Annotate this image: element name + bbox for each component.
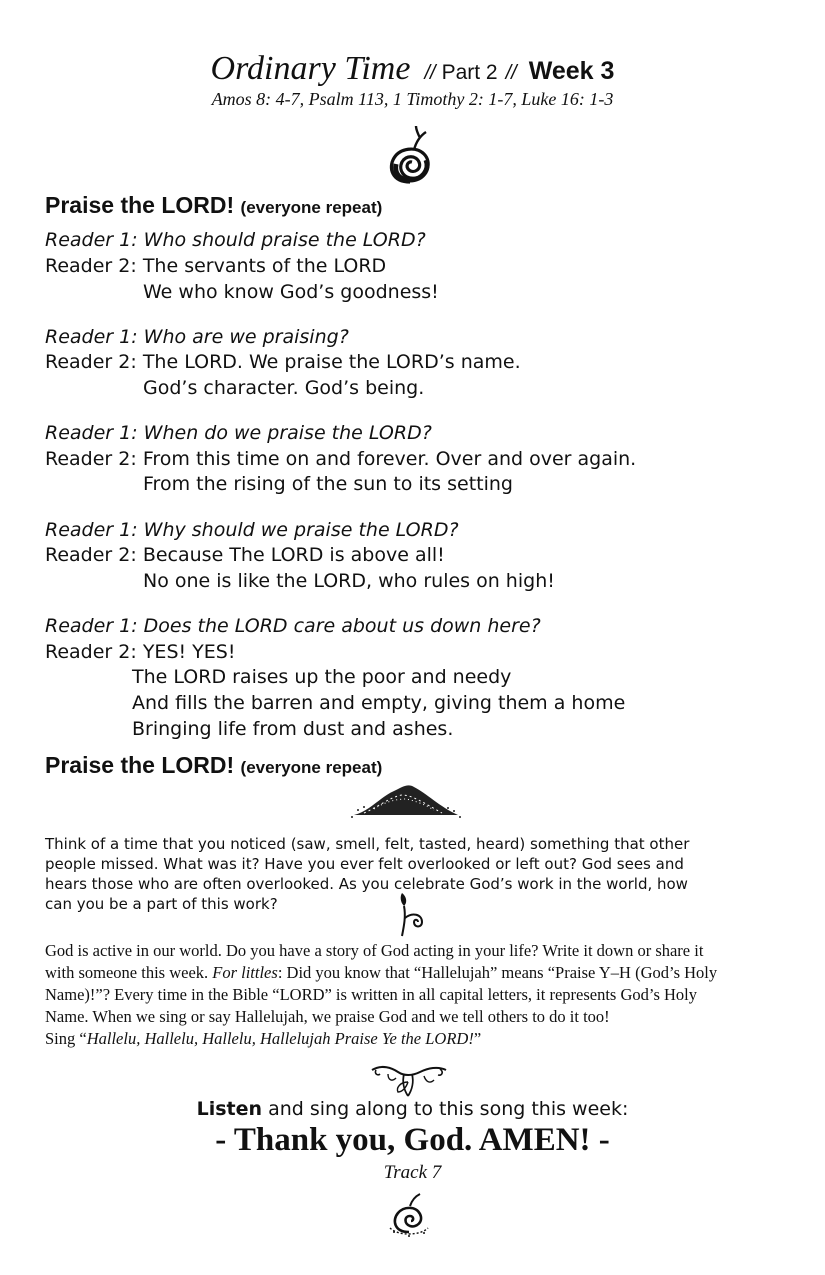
reader2-line: Reader 2: YES! YES! — [45, 641, 236, 663]
scripture-readings: Amos 8: 4-7, Psalm 113, 1 Timothy 2: 1-7, Luke 16: 1-3 — [211, 89, 614, 109]
dust-pile-icon — [350, 777, 462, 819]
praise-heading: Praise the LORD! (everyone repeat) — [45, 752, 383, 778]
spiral-seed-icon — [384, 1188, 434, 1238]
reader2-line: Reader 2: The LORD. We praise the LORD’s name. — [45, 351, 521, 373]
reader1-line: Reader 1: Why should we praise the LORD? — [45, 519, 459, 541]
praise-heading: Praise the LORD! (everyone repeat) — [45, 192, 383, 218]
continuation-line: And fills the barren and empty, giving them a home — [132, 692, 626, 714]
reflection-paragraph: Think of a time that you noticed (saw, smell, felt, tasted, heard) something that other people missed. What was it? Have you ever felt overlooked or left out? God sees and hears those who are often overlooked. As you celebrate God’s work in the world, how can you be a part of this work? — [45, 835, 690, 913]
continuation-line: Bringing life from dust and ashes. — [132, 718, 454, 740]
track-label: Track 7 — [383, 1162, 442, 1183]
reader2-line: Reader 2: From this time on and forever. Over and over again. — [45, 448, 637, 470]
week-label: Week 3 — [528, 57, 615, 85]
reader1-line: Reader 1: Who should praise the LORD? — [45, 229, 426, 251]
title-separator: // — [424, 62, 436, 84]
continuation-line: From the rising of the sun to its setting — [143, 473, 513, 495]
reader1-line: Reader 1: When do we praise the LORD? — [45, 422, 432, 444]
page-title — [0, 50, 825, 88]
vine-ornament-icon — [368, 1062, 450, 1098]
part-label: Part 2 — [441, 61, 498, 84]
continuation-line: No one is like the LORD, who rules on high! — [143, 570, 555, 592]
reader1-line: Reader 1: Who are we praising? — [45, 326, 349, 348]
listen-instruction: Listen and sing along to this song this week: — [196, 1098, 629, 1120]
continuation-line: We who know God’s goodness! — [143, 281, 439, 303]
song-title: - Thank you, God. AMEN! - — [215, 1122, 610, 1158]
continuation-line: The LORD raises up the poor and needy — [132, 666, 512, 688]
reader2-line: Reader 2: The servants of the LORD — [45, 255, 387, 277]
story-paragraph: God is active in our world. Do you have a story of God acting in your life? Write it down or share it with someone this week. For littles: Did you know that “Hallelujah” means “Praise Y–H (God’s Holy Name)!”? Every time in the Bible “LORD” is written in all capital letters, it represents God’s Holy Name. When we sing or say Hallelujah, we praise God and we tell others to do it too! Sing “Hallelu, Hallelu, Hallelu, Hallelujah Praise Ye the LORD!” — [45, 941, 718, 1048]
title-separator: // — [505, 62, 517, 84]
reader2-line: Reader 2: Because The LORD is above all! — [45, 544, 445, 566]
spiral-icon — [386, 124, 434, 184]
season-title: Ordinary Time — [210, 50, 411, 87]
reader1-line: Reader 1: Does the LORD care about us down here? — [45, 615, 541, 637]
continuation-line: God’s character. God’s being. — [143, 377, 425, 399]
sprout-icon — [394, 892, 430, 938]
